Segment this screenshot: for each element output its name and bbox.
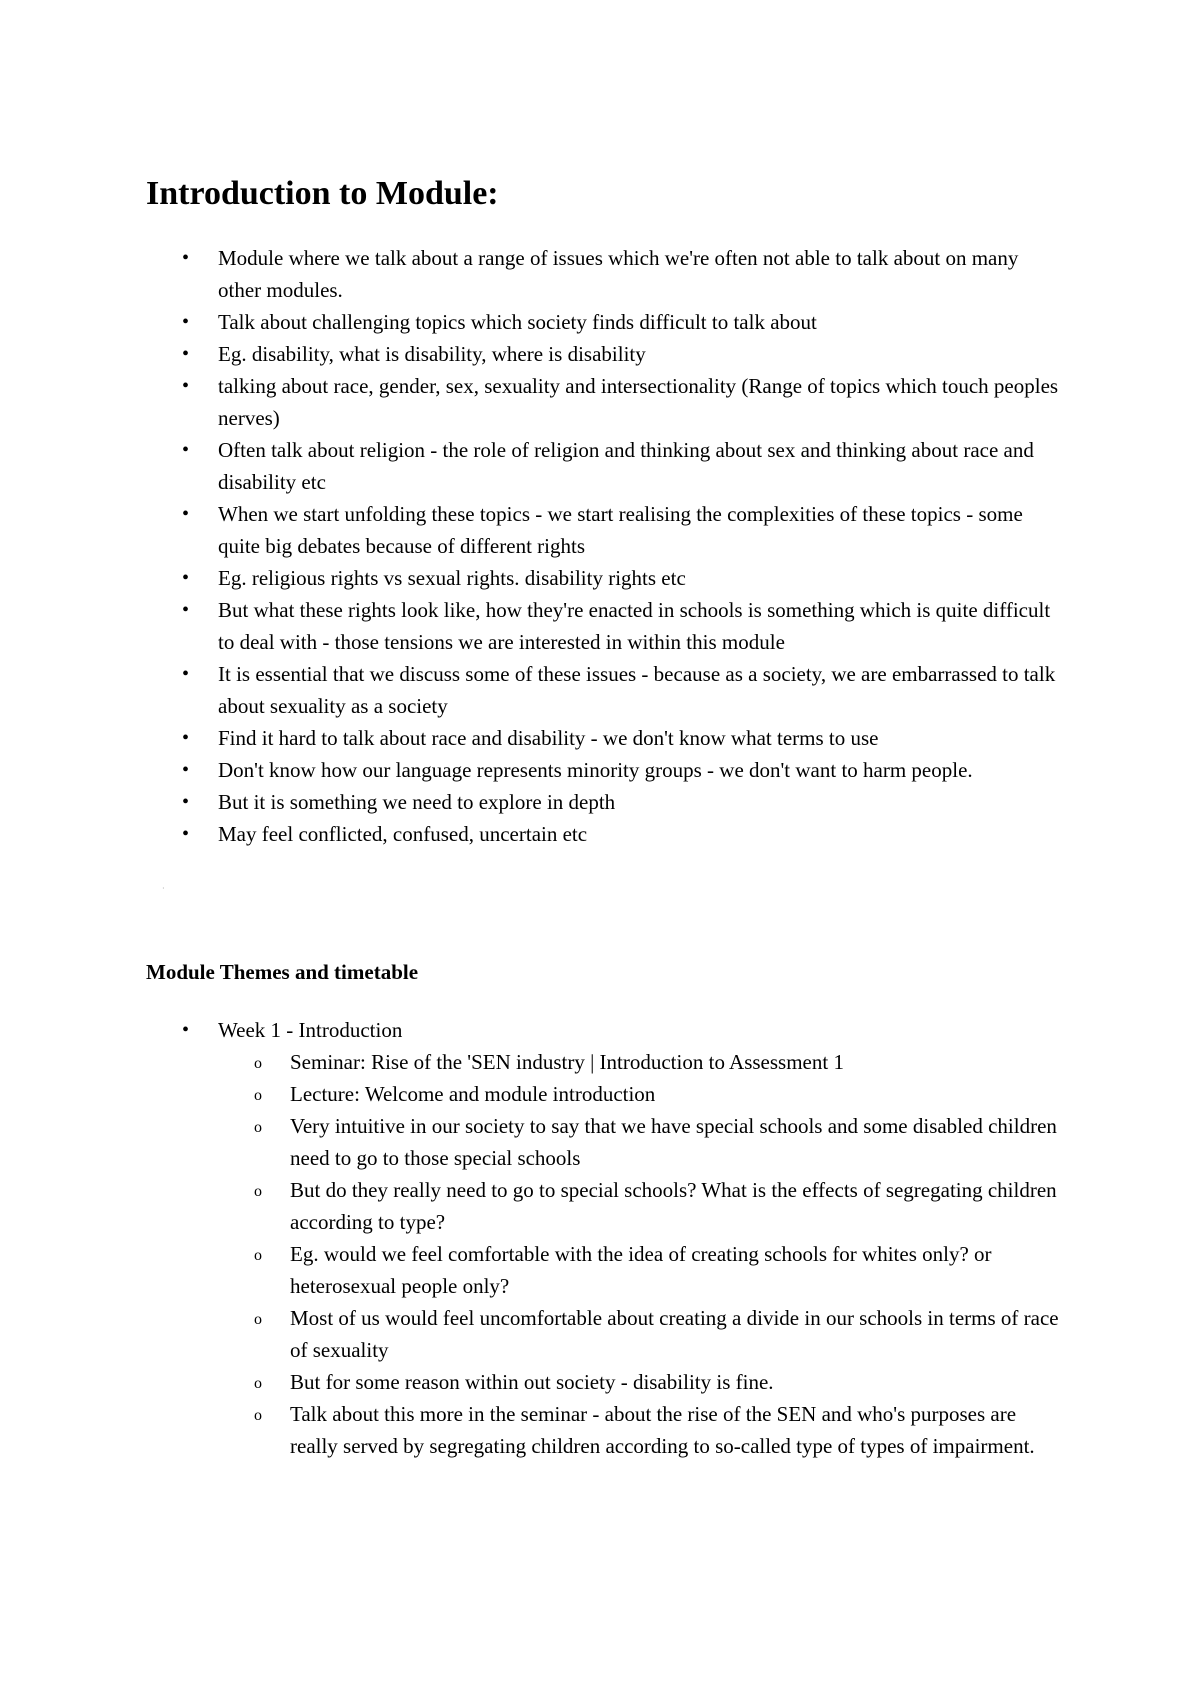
- intro-bullet: • talking about race, gender, sex, sexuality and intersectionality (Range of topics which touch peoples nerves): [218, 370, 1066, 434]
- themes-heading: Module Themes and timetable: [146, 960, 419, 984]
- week-subbullet: o Eg. would we feel comfortable with the idea of creating schools for whites only? or heterosexual people only?: [290, 1238, 1066, 1302]
- weeks-list: [146, 1014, 1066, 1462]
- week-label: Week 1 - Introduction: [218, 1018, 403, 1042]
- intro-bullet: • When we start unfolding these topics - we start realising the complexities of these topics - some quite big debates because of different rights: [218, 498, 1066, 562]
- intro-bullet-list: [146, 242, 1066, 850]
- intro-bullet: • Eg. religious rights vs sexual rights. disability rights etc: [218, 562, 1066, 594]
- intro-bullet: • May feel conflicted, confused, uncertain etc: [218, 818, 1066, 850]
- week-subbullet: o Lecture: Welcome and module introduction: [290, 1078, 1066, 1110]
- week-subbullet-list: [218, 1046, 1066, 1462]
- intro-bullet: • Find it hard to talk about race and disability - we don't know what terms to use: [218, 722, 1066, 754]
- week-item: [218, 1014, 1066, 1462]
- intro-bullet: • Talk about challenging topics which society finds difficult to talk about: [218, 306, 1066, 338]
- intro-bullet: • Eg. disability, what is disability, where is disability: [218, 338, 1066, 370]
- intro-bullet: • But what these rights look like, how they're enacted in schools is something which is quite difficult to deal with - those tensions we are interested in within this module: [218, 594, 1066, 658]
- intro-bullet: • It is essential that we discuss some of these issues - because as a society, we are embarrassed to talk about sexuality as a society: [218, 658, 1066, 722]
- intro-bullet: • Often talk about religion - the role of religion and thinking about sex and thinking about race and disability etc: [218, 434, 1066, 498]
- stray-dot: ·: [162, 884, 165, 893]
- week-subbullet: o Very intuitive in our society to say that we have special schools and some disabled children need to go to those special schools: [290, 1110, 1066, 1174]
- week-subbullet: o Seminar: Rise of the 'SEN industry | Introduction to Assessment 1: [290, 1046, 1066, 1078]
- intro-heading: Introduction to Module:: [146, 175, 499, 212]
- intro-bullet: • Don't know how our language represents minority groups - we don't want to harm people.: [218, 754, 1066, 786]
- week-subbullet: o But do they really need to go to special schools? What is the effects of segregating children according to type?: [290, 1174, 1066, 1238]
- intro-bullet: • But it is something we need to explore in depth: [218, 786, 1066, 818]
- document-page: [146, 170, 1066, 1462]
- intro-bullet: • Module where we talk about a range of issues which we're often not able to talk about on many other modules.: [218, 242, 1066, 306]
- week-subbullet: o Talk about this more in the seminar - about the rise of the SEN and who's purposes are really served by segregating children according to so-called type of types of impairment.: [290, 1398, 1066, 1462]
- week-subbullet: o But for some reason within out society - disability is fine.: [290, 1366, 1066, 1398]
- week-subbullet: o Most of us would feel uncomfortable about creating a divide in our schools in terms of race of sexuality: [290, 1302, 1066, 1366]
